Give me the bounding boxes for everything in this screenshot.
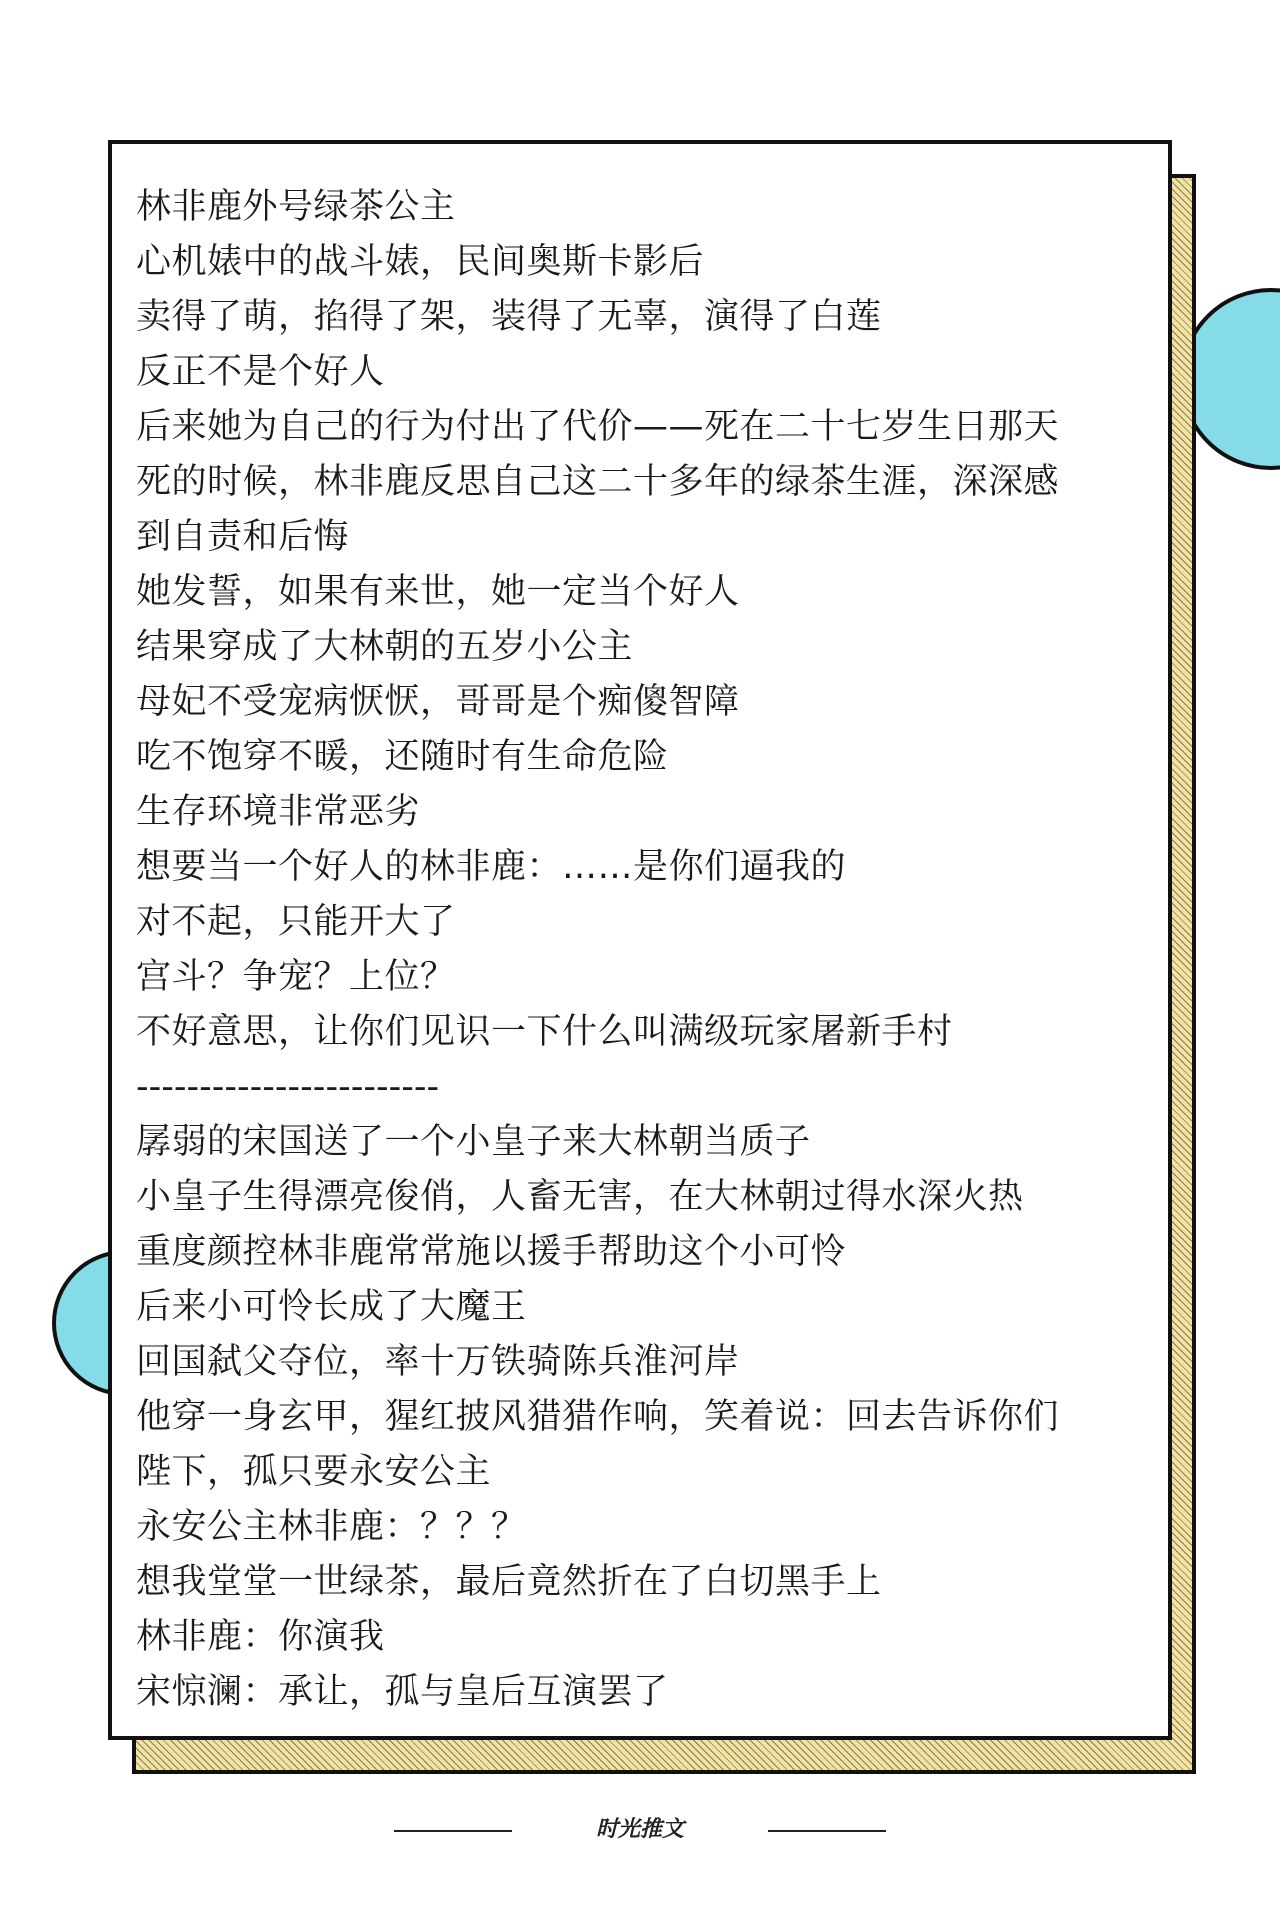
section-divider: ------------------------ [136,1067,440,1107]
story-line-6: 死的时候，林非鹿反思自己这二十多年的绿茶生涯，深深感 [136,462,1060,502]
footer-rule-right [768,1830,886,1832]
story-line-22: 他穿一身玄甲，猩红披风猎猎作响，笑着说：回去告诉你们 [136,1397,1060,1437]
story-line-12: 生存环境非常恶劣 [136,792,421,832]
story-card [108,140,1172,1740]
story-line-11: 吃不饱穿不暖，还随时有生命危险 [136,737,669,777]
story-line-15: 宫斗？争宠？上位？ [136,957,456,997]
story-line-4: 反正不是个好人 [136,352,385,392]
story-line-17: 孱弱的宋国送了一个小皇子来大林朝当质子 [136,1122,811,1162]
story-line-7: 到自责和后悔 [136,517,350,557]
story-line-10: 母妃不受宠病恹恹，哥哥是个痴傻智障 [136,682,740,722]
story-line-14: 对不起，只能开大了 [136,902,456,942]
story-line-26: 林非鹿：你演我 [136,1617,385,1657]
story-line-3: 卖得了萌，掐得了架，装得了无辜，演得了白莲 [136,297,882,337]
footer-rule-left [394,1830,512,1832]
story-line-13: 想要当一个好人的林非鹿：……是你们逼我的 [136,847,847,887]
story-line-5: 后来她为自己的行为付出了代价——死在二十七岁生日那天 [136,407,1060,447]
story-line-21: 回国弑父夺位，率十万铁骑陈兵淮河岸 [136,1342,740,1382]
story-line-25: 想我堂堂一世绿茶，最后竟然折在了白切黑手上 [136,1562,882,1602]
story-line-20: 后来小可怜长成了大魔王 [136,1287,527,1327]
story-line-16: 不好意思，让你们见识一下什么叫满级玩家屠新手村 [136,1012,953,1052]
story-line-23: 陛下，孤只要永安公主 [136,1452,492,1492]
story-line-8: 她发誓，如果有来世，她一定当个好人 [136,572,740,612]
story-line-27: 宋惊澜：承让，孤与皇后互演罢了 [136,1672,669,1712]
footer [0,1812,1280,1848]
footer-brand: 时光推文 [595,1817,684,1842]
story-line-1: 林非鹿外号绿茶公主 [136,187,456,227]
story-line-19: 重度颜控林非鹿常常施以援手帮助这个小可怜 [136,1232,847,1272]
story-line-18: 小皇子生得漂亮俊俏，人畜无害，在大林朝过得水深火热 [136,1177,1024,1217]
story-line-24: 永安公主林非鹿：？？？ [136,1507,527,1547]
story-line-2: 心机婊中的战斗婊，民间奥斯卡影后 [136,242,705,282]
story-line-9: 结果穿成了大林朝的五岁小公主 [136,627,634,667]
